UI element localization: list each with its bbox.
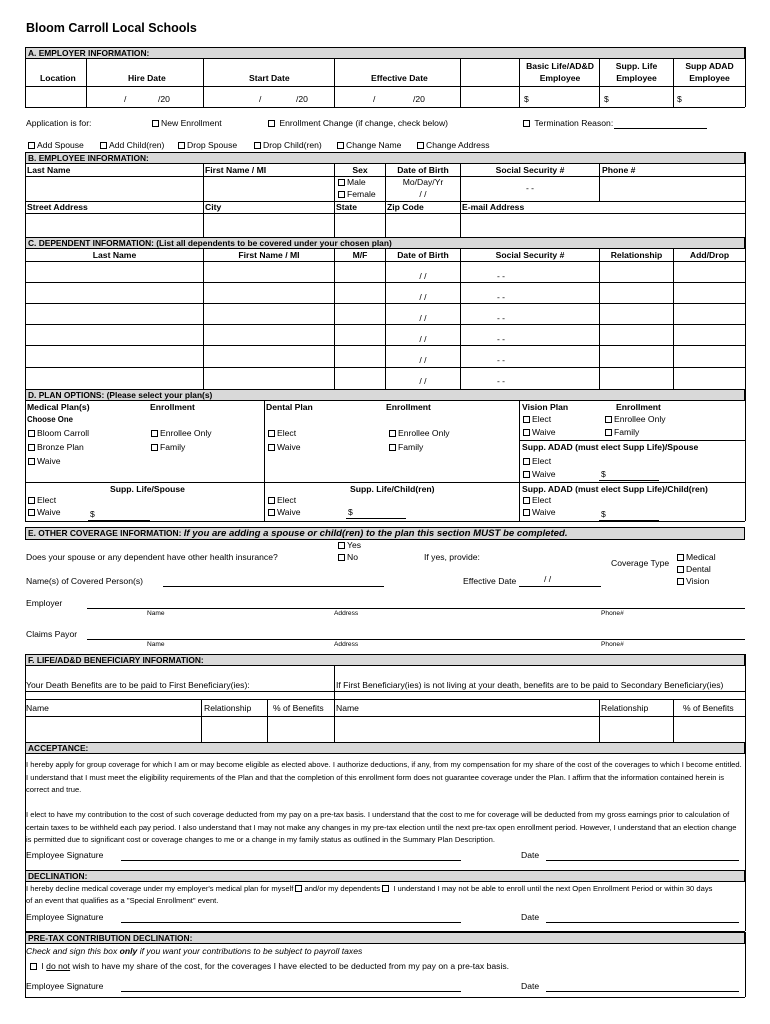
section-b-header: B. EMPLOYEE INFORMATION:: [25, 152, 745, 164]
section-a-header: A. EMPLOYER INFORMATION:: [25, 47, 745, 59]
add-spouse-checkbox[interactable]: Add Spouse: [28, 141, 84, 150]
declination-date-label: Date: [521, 912, 540, 922]
checkbox-icon[interactable]: [30, 963, 37, 970]
enrollment-change-checkbox[interactable]: Enrollment Change (if change, check below): [268, 119, 448, 128]
checkbox-icon[interactable]: [268, 509, 275, 516]
b-dob: Date of Birth: [397, 165, 449, 175]
dep-dob-slashes: / /: [419, 376, 427, 386]
section-d-header: D. PLAN OPTIONS: (Please select your plan(s): [25, 389, 745, 401]
acceptance-header: ACCEPTANCE:: [25, 742, 745, 754]
payor-name-caption: Name: [147, 641, 165, 648]
supp-life-spouse-amount: $: [90, 509, 95, 519]
vision-elect-checkbox[interactable]: Elect: [523, 415, 551, 424]
pretax-date-label: Date: [521, 981, 540, 991]
checkbox-icon[interactable]: [337, 142, 344, 149]
employer-phone-caption: Phone#: [601, 610, 624, 617]
checkbox-icon[interactable]: [151, 444, 158, 451]
employer-address-caption: Address: [334, 610, 359, 617]
adad-child-elect-checkbox[interactable]: Elect: [523, 496, 551, 505]
eff-date-year: /20: [413, 94, 425, 104]
col-supp-adad: Supp ADAD: [685, 61, 734, 71]
b-ssn: Social Security #: [495, 165, 565, 175]
checkbox-icon[interactable]: [523, 509, 530, 516]
start-date-year: /20: [296, 94, 308, 104]
checkbox-icon[interactable]: [295, 885, 302, 892]
dental-plan-label: Dental Plan: [266, 402, 313, 412]
declination-line-1: I hereby decline medical coverage under my employer's medical plan for myself and/or my dependents I understand I may not be able to enroll until the next Open Enrollment Period or within 30 days: [26, 884, 713, 893]
medical-plans-label: Medical Plan(s): [27, 402, 90, 412]
male-checkbox[interactable]: Male: [338, 178, 366, 187]
dental-waive-checkbox[interactable]: Waive: [268, 443, 301, 452]
dep-dob-slashes: / /: [419, 271, 427, 281]
supp-life-child-waive-checkbox[interactable]: Waive: [268, 508, 301, 517]
declination-line-2: of an event that qualifies as a "Special Enrollment" event.: [26, 896, 219, 905]
payor-address-caption: Address: [334, 641, 359, 648]
f-relationship-2: Relationship: [601, 703, 649, 713]
checkbox-icon[interactable]: [389, 444, 396, 451]
checkbox-icon[interactable]: [677, 578, 684, 585]
checkbox-icon[interactable]: [268, 497, 275, 504]
dep-dob-slashes: / /: [419, 334, 427, 344]
checkbox-icon[interactable]: [338, 179, 345, 186]
supp-life-spouse-waive-checkbox[interactable]: Waive: [28, 508, 61, 517]
col-start-date: Start Date: [249, 73, 290, 83]
dep-ssn-dashes: - -: [496, 334, 506, 344]
section-e-header: E. OTHER COVERAGE INFORMATION: If you are adding a spouse or child(ren) to the plan this section MUST be completed.: [25, 527, 745, 540]
checkbox-icon[interactable]: [417, 142, 424, 149]
col-supp-life-emp: Employee: [616, 73, 657, 83]
dep-dob-slashes: / /: [419, 292, 427, 302]
checkbox-icon[interactable]: [151, 430, 158, 437]
c-last-name: Last Name: [92, 250, 137, 260]
checkbox-icon[interactable]: [152, 120, 159, 127]
if-yes-label: If yes, provide:: [424, 552, 480, 562]
acceptance-signature-label: Employee Signature: [26, 850, 104, 860]
effective-date-label: Effective Date: [463, 576, 517, 586]
claims-payor-label: Claims Payor: [26, 629, 78, 639]
b-last-name: Last Name: [27, 165, 71, 175]
declination-signature-label: Employee Signature: [26, 912, 104, 922]
b-city: City: [205, 202, 222, 212]
checkbox-icon[interactable]: [100, 142, 107, 149]
coverage-dental-checkbox[interactable]: Dental: [677, 565, 711, 574]
supp-life-amount: $: [604, 94, 609, 104]
basic-life-amount: $: [524, 94, 529, 104]
employer-name-caption: Name: [147, 610, 165, 617]
dental-enrollment-label: Enrollment: [386, 402, 431, 412]
checkbox-icon[interactable]: [28, 458, 35, 465]
page-title: Bloom Carroll Local Schools: [26, 21, 197, 35]
declination-header: DECLINATION:: [25, 870, 745, 882]
checkbox-icon[interactable]: [523, 471, 530, 478]
checkbox-icon[interactable]: [178, 142, 185, 149]
application-for-label: Application is for:: [26, 118, 92, 128]
checkbox-icon[interactable]: [268, 430, 275, 437]
medical-enrollment-label: Enrollment: [150, 402, 195, 412]
adad-child-amount: $: [601, 509, 606, 519]
pretax-header: PRE-TAX CONTRIBUTION DECLINATION:: [25, 932, 745, 944]
vision-enrollment-label: Enrollment: [616, 402, 661, 412]
dental-elect-checkbox[interactable]: Elect: [268, 429, 296, 438]
checkbox-icon[interactable]: [523, 458, 530, 465]
f-name: Name: [26, 703, 49, 713]
coverage-vision-checkbox[interactable]: Vision: [677, 577, 709, 586]
pretax-instruction: Check and sign this box only if you want your contributions to be subject to payroll taxes: [26, 946, 363, 956]
acceptance-paragraph-1: I hereby apply for group coverage for which I am or may become eligible as elected above. I authorize deductions, if any, from my compensation for my share of the cost of the coverages to which I become entitled. I understand that I must meet the eligibility requirements of the Plan and that the completion of this enrollment form does not guarantee coverage under the Plan. I affirm that the information contained herein is correct and true.: [26, 760, 742, 794]
c-mf: M/F: [352, 250, 368, 260]
change-address-checkbox[interactable]: Change Address: [417, 141, 490, 150]
col-location: Location: [40, 73, 76, 83]
adad-spouse-waive-checkbox[interactable]: Waive: [523, 470, 556, 479]
acceptance-date-label: Date: [521, 850, 540, 860]
checkbox-icon[interactable]: [382, 885, 389, 892]
c-ssn: Social Security #: [495, 250, 565, 260]
effective-date-slashes: / /: [544, 574, 552, 584]
supp-life-child-amount: $: [348, 507, 353, 517]
female-checkbox[interactable]: Female: [338, 190, 376, 199]
vision-family-checkbox[interactable]: Family: [605, 428, 639, 437]
dental-enrollee-only-checkbox[interactable]: Enrollee Only: [389, 429, 450, 438]
supp-adad-child-label: Supp. ADAD (must elect Supp Life)/Child(ren): [522, 484, 708, 494]
other-ins-no-checkbox[interactable]: No: [338, 553, 358, 562]
dep-dob-slashes: / /: [419, 313, 427, 323]
checkbox-icon[interactable]: [523, 416, 530, 423]
b-sex: Sex: [352, 165, 368, 175]
dental-family-checkbox[interactable]: Family: [389, 443, 423, 452]
c-first-name: First Name / MI: [238, 250, 300, 260]
supp-life-spouse-elect-checkbox[interactable]: Elect: [28, 496, 56, 505]
primary-beneficiary-label: Your Death Benefits are to be paid to First Beneficiary(ies):: [26, 680, 250, 690]
section-c-header: C. DEPENDENT INFORMATION: (List all dependents to be covered under your chosen plan): [25, 237, 745, 249]
supp-adad-spouse-label: Supp. ADAD (must elect Supp Life)/Spouse: [522, 442, 699, 452]
checkbox-icon[interactable]: [28, 444, 35, 451]
covered-persons-label: Name(s) of Covered Person(s): [26, 576, 144, 586]
add-children-checkbox[interactable]: Add Child(ren): [100, 141, 164, 150]
checkbox-icon[interactable]: [28, 430, 35, 437]
b-ssn-dashes: - -: [525, 183, 535, 193]
checkbox-icon[interactable]: [254, 142, 261, 149]
other-insurance-question: Does your spouse or any dependent have other health insurance?: [26, 552, 278, 562]
checkbox-icon[interactable]: [268, 444, 275, 451]
supp-life-spouse-label: Supp. Life/Spouse: [110, 484, 185, 494]
f-relationship: Relationship: [204, 703, 252, 713]
checkbox-icon[interactable]: [268, 120, 275, 127]
checkbox-icon[interactable]: [523, 497, 530, 504]
c-add-drop: Add/Drop: [689, 250, 730, 260]
b-street: Street Address: [27, 202, 88, 212]
adad-spouse-elect-checkbox[interactable]: Elect: [523, 457, 551, 466]
bloom-carroll-checkbox[interactable]: Bloom Carroll: [28, 429, 89, 438]
medical-enrollee-only-checkbox[interactable]: Enrollee Only: [151, 429, 212, 438]
checkbox-icon[interactable]: [338, 191, 345, 198]
c-relationship: Relationship: [610, 250, 663, 260]
checkbox-icon[interactable]: [523, 429, 530, 436]
c-dob: Date of Birth: [397, 250, 449, 260]
col-effective-date: Effective Date: [371, 73, 428, 83]
drop-spouse-checkbox[interactable]: Drop Spouse: [178, 141, 237, 150]
checkbox-icon[interactable]: [605, 429, 612, 436]
choose-one: Choose One: [27, 415, 73, 424]
checkbox-icon[interactable]: [28, 509, 35, 516]
secondary-beneficiary-label: If First Beneficiary(ies) is not living at your death, benefits are to be paid to Secondary Beneficiary(ies): [336, 680, 724, 690]
pretax-decline-checkbox[interactable]: I do not wish to have my share of the cost, for the coverages I have elected to be deducted from my pay on a pre-tax basis.: [30, 962, 509, 971]
col-basic-life-emp: Employee: [539, 73, 581, 83]
checkbox-icon[interactable]: [605, 416, 612, 423]
col-supp-life: Supp. Life: [615, 61, 658, 71]
b-zip: Zip Code: [387, 202, 424, 212]
checkbox-icon[interactable]: [28, 497, 35, 504]
checkbox-icon[interactable]: [389, 430, 396, 437]
b-dob-slashes: / /: [419, 189, 427, 199]
b-phone: Phone #: [602, 165, 636, 175]
acceptance-paragraph-2: I elect to have my contribution to the cost of such coverage deducted from my pay on a pre-tax basis. I understand that the cost to me for coverage will be deducted from my gross earnings prior to calculation of certain taxes to be withheld each pay period. I also understand that I may not make any changes in my pre-tax election until the next pre-tax open enrollment period. However, I understand that an election change is permitted due to significant cost or coverage changes to me or a change in my family status as outlined in the Summary Plan Description.: [26, 810, 737, 844]
other-ins-yes-checkbox[interactable]: Yes: [338, 541, 361, 550]
col-supp-adad-emp: Employee: [689, 73, 730, 83]
b-first-name: First Name / MI: [205, 165, 267, 175]
section-f-header: F. LIFE/AD&D BENEFICIARY INFORMATION:: [25, 654, 745, 666]
checkbox-icon[interactable]: [338, 554, 345, 561]
hire-date-year: /20: [158, 94, 170, 104]
coverage-medical-checkbox[interactable]: Medical: [677, 553, 716, 562]
vision-enrollee-only-checkbox[interactable]: Enrollee Only: [605, 415, 666, 424]
supp-life-child-elect-checkbox[interactable]: Elect: [268, 496, 296, 505]
change-name-checkbox[interactable]: Change Name: [337, 141, 401, 150]
vision-plan-label: Vision Plan: [522, 402, 569, 412]
dep-ssn-dashes: - -: [496, 292, 506, 302]
b-email: E-mail Address: [462, 202, 525, 212]
dep-ssn-dashes: - -: [496, 313, 506, 323]
payor-phone-caption: Phone#: [601, 641, 624, 648]
col-hire-date: Hire Date: [128, 73, 166, 83]
medical-family-checkbox[interactable]: Family: [151, 443, 185, 452]
vision-waive-checkbox[interactable]: Waive: [523, 428, 556, 437]
checkbox-icon[interactable]: [523, 120, 530, 127]
b-state: State: [336, 202, 358, 212]
adad-spouse-amount: $: [601, 469, 606, 479]
dep-ssn-dashes: - -: [496, 355, 506, 365]
pretax-signature-label: Employee Signature: [26, 981, 104, 991]
coverage-type-label: Coverage Type: [611, 558, 670, 568]
drop-children-checkbox[interactable]: Drop Child(ren): [254, 141, 322, 150]
f-pct: % of Benefits: [273, 703, 324, 713]
termination-checkbox[interactable]: Termination Reason:: [523, 119, 613, 128]
adad-child-waive-checkbox[interactable]: Waive: [523, 508, 556, 517]
bronze-plan-checkbox[interactable]: Bronze Plan: [28, 443, 84, 452]
dep-ssn-dashes: - -: [496, 376, 506, 386]
hire-date-slash: /: [124, 94, 127, 104]
checkbox-icon[interactable]: [338, 542, 345, 549]
employer-label: Employer: [26, 598, 63, 608]
start-date-slash: /: [259, 94, 262, 104]
dep-dob-slashes: / /: [419, 355, 427, 365]
col-basic-life: Basic Life/AD&D: [526, 61, 594, 71]
eff-date-slash: /: [373, 94, 376, 104]
supp-life-child-label: Supp. Life/Child(ren): [350, 484, 435, 494]
f-pct-2: % of Benefits: [683, 703, 734, 713]
medical-waive-checkbox[interactable]: Waive: [28, 457, 61, 466]
checkbox-icon[interactable]: [677, 566, 684, 573]
dep-ssn-dashes: - -: [496, 271, 506, 281]
b-dob-format: Mo/Day/Yr: [402, 177, 444, 187]
supp-adad-amount: $: [677, 94, 682, 104]
new-enrollment-checkbox[interactable]: New Enrollment: [152, 119, 222, 128]
checkbox-icon[interactable]: [28, 142, 35, 149]
f-name-2: Name: [336, 703, 359, 713]
checkbox-icon[interactable]: [677, 554, 684, 561]
